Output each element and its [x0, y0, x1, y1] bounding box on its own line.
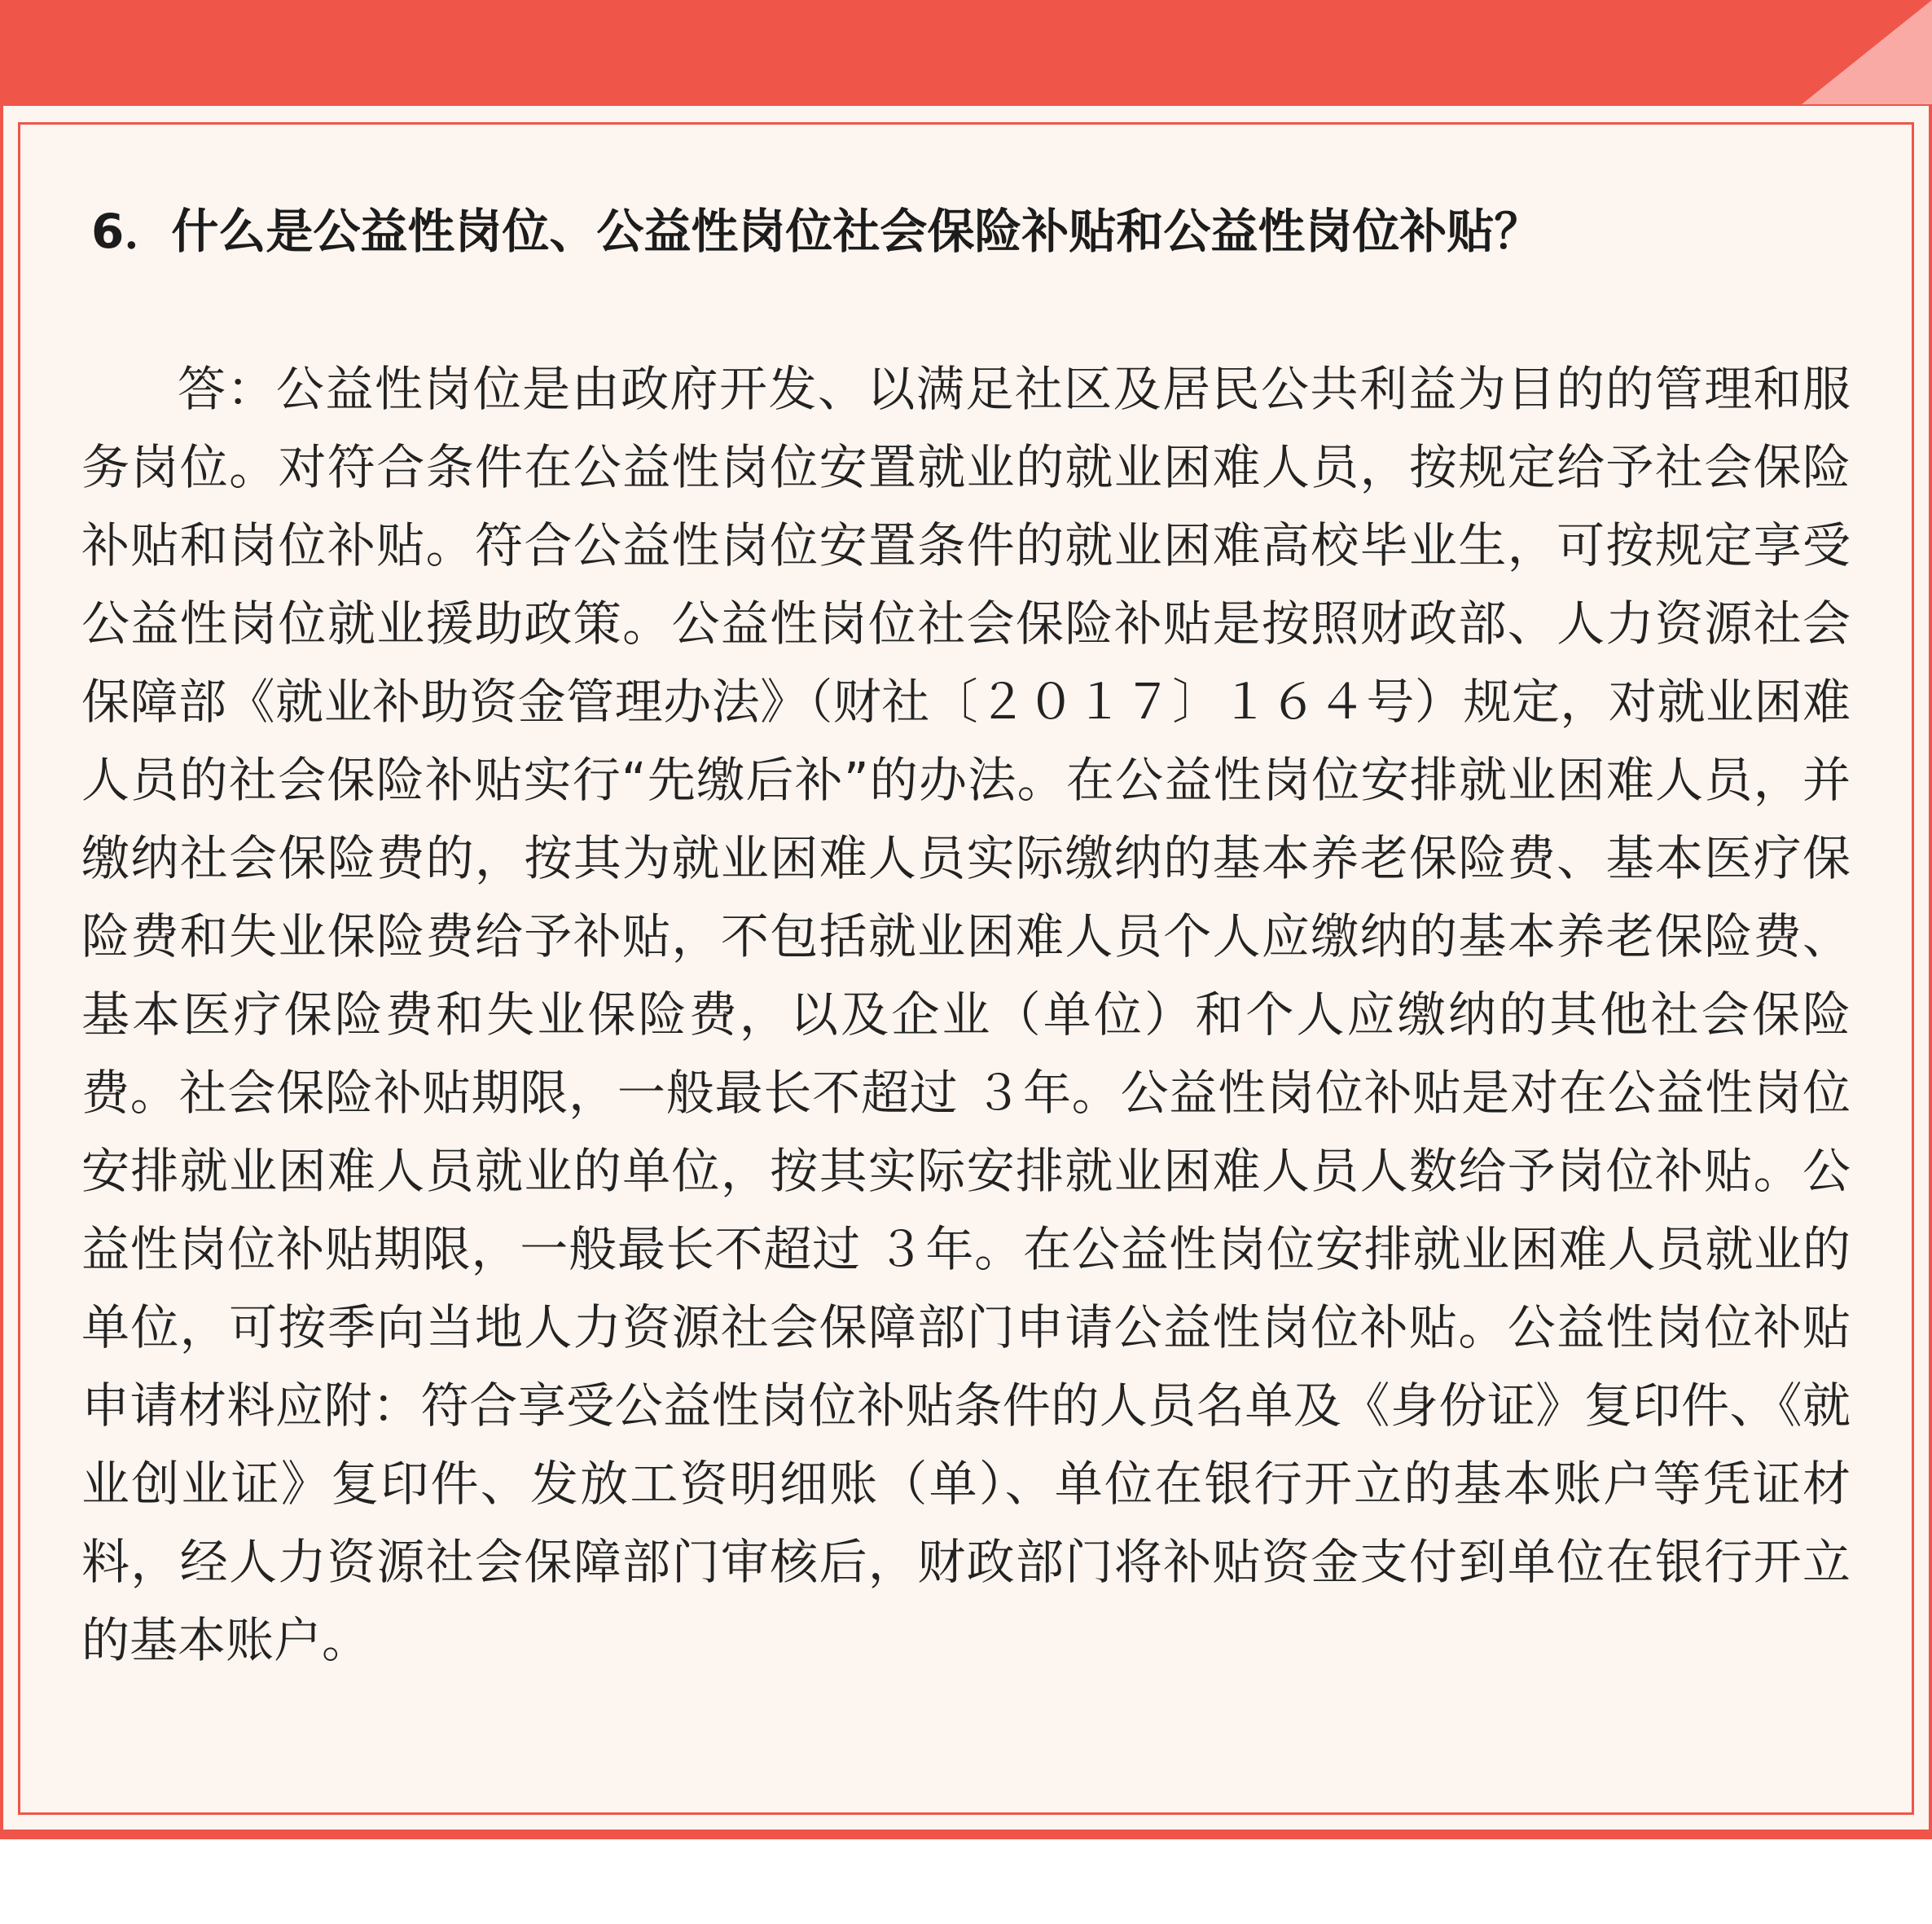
top-banner — [0, 0, 1932, 112]
answer-paragraph: 答：公益性岗位是由政府开发、以满足社区及居民公共利益为目的的管理和服务岗位。对符合条件在公益性岗位安置就业的就业困难人员，按规定给予社会保险补贴和岗位补贴。符合公益性岗位安置条件的就业困难高校毕业生，可按规定享受公益性岗位就业援助政策。公益性岗位社会保险补贴是按照财政部、人力资源社会保障部《就业补助资金管理办法》（财社〔２０１７〕１６４号）规定，对就业困难人员的社会保险补贴实行“先缴后补”的办法。在公益性岗位安排就业困难人员，并缴纳社会保险费的，按其为就业困难人员实际缴纳的基本养老保险费、基本医疗保险费和失业保险费给予补贴，不包括就业困难人员个人应缴纳的基本养老保险费、基本医疗保险费和失业保险费，以及企业（单位）和个人应缴纳的其他社会保险费。社会保险补贴期限，一般最长不超过 ３年。公益性岗位补贴是对在公益性岗位安排就业困难人员就业的单位，按其实际安排就业困难人员人数给予岗位补贴。公益性岗位补贴期限，一般最长不超过 ３年。在公益性岗位安排就业困难人员就业的单位，可按季向当地人力资源社会保障部门申请公益性岗位补贴。公益性岗位补贴申请材料应附：符合享受公益性岗位补贴条件的人员名单及《身份证》复印件、《就业创业证》复印件、发放工资明细账（单）、单位在银行开立的基本账户等凭证材料，经人力资源社会保障部门审核后，财政部门将补贴资金支付到单位在银行开立的基本账户。 — [81, 361, 1851, 1668]
question-heading: 6．什么是公益性岗位、公益性岗位社会保险补贴和公益性岗位补贴？ — [91, 204, 1542, 259]
banner-corner-triangle — [1802, 0, 1932, 104]
